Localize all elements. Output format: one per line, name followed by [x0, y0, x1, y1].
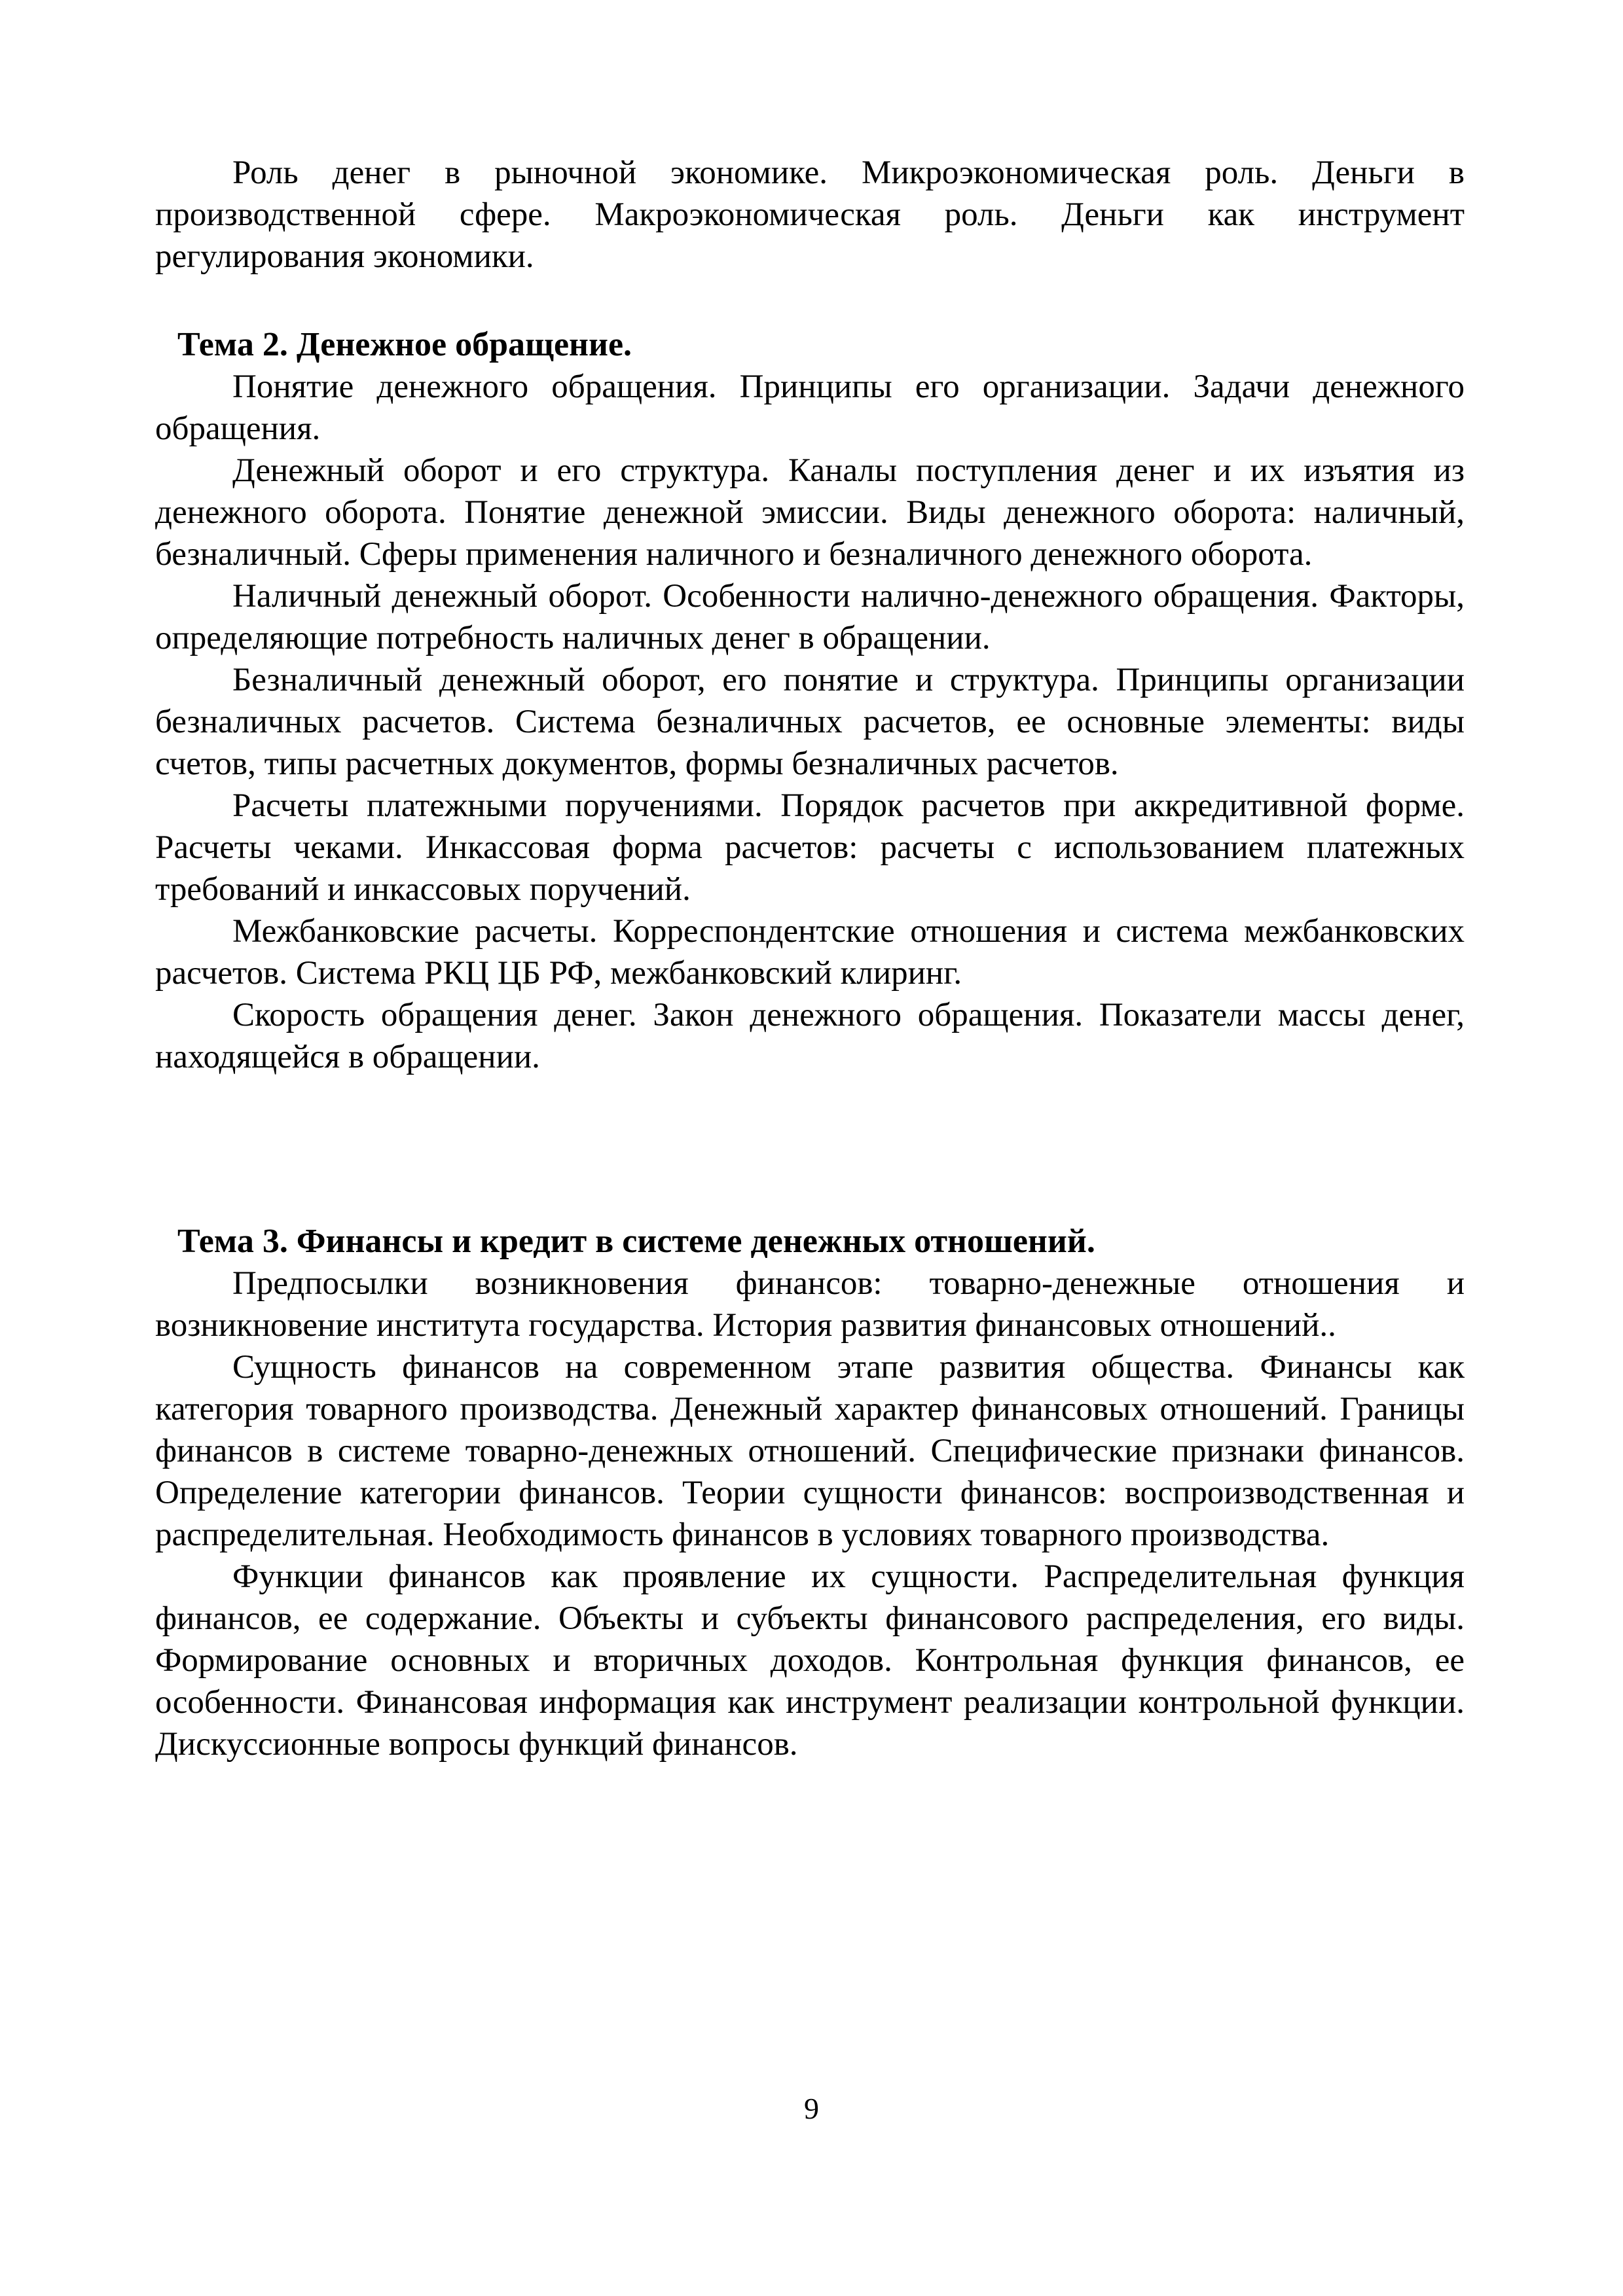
- topic-3-paragraph: Предпосылки возникновения финансов: товарно-денежные отношения и возникновение института государства. История развития финансовых отношений..: [155, 1265, 1465, 1344]
- topic-2-paragraph: Безналичный денежный оборот, его понятие и структура. Принципы организации безналичных расчетов. Система безналичных расчетов, ее основные элементы: виды счетов, типы расчетных документов, формы безналичных расчетов.: [155, 662, 1465, 782]
- section-spacer: [155, 278, 1465, 324]
- topic-3-paragraph: Функции финансов как проявление их сущности. Распределительная функция финансов, ее содержание. Объекты и субъекты финансового распределения, его виды. Формирование основных и вторичных доходов. Контрольная функция финансов, ее особенности. Финансовая информация как инструмент реализации контрольной функции. Дискуссионные вопросы функций финансов.: [155, 1558, 1465, 1763]
- topic-2-heading: Тема 2. Денежное обращение.: [177, 326, 632, 363]
- topic-2-paragraph: Понятие денежного обращения. Принципы его организации. Задачи денежного обращения.: [155, 368, 1465, 447]
- topic-3-heading: Тема 3. Финансы и кредит в системе денежных отношений.: [177, 1223, 1095, 1260]
- topic-2-paragraph: Скорость обращения денег. Закон денежного обращения. Показатели массы денег, находящейся в обращении.: [155, 997, 1465, 1075]
- page-body: [155, 152, 1465, 1765]
- page-number: 9: [804, 2092, 819, 2125]
- section-spacer: [155, 1078, 1465, 1221]
- topic-2-paragraph: Расчеты платежными поручениями. Порядок расчетов при аккредитивной форме. Расчеты чеками. Инкассовая форма расчетов: расчеты с использованием платежных требований и инкассовых поручений.: [155, 787, 1465, 908]
- topic-3-paragraph: Сущность финансов на современном этапе развития общества. Финансы как категория товарного производства. Денежный характер финансовых отношений. Границы финансов в системе товарно-денежных отношений. Специфические признаки финансов. Определение категории финансов. Теории сущности финансов: воспроизводственная и распределительная. Необходимость финансов в условиях товарного производства.: [155, 1349, 1465, 1553]
- topic-2-paragraph: Наличный денежный оборот. Особенности налично-денежного обращения. Факторы, определяющие потребность наличных денег в обращении.: [155, 578, 1465, 656]
- topic-2-paragraph: Денежный оборот и его структура. Каналы поступления денег и их изъятия из денежного оборота. Понятие денежной эмиссии. Виды денежного оборота: наличный, безналичный. Сферы применения наличного и безналичного денежного оборота.: [155, 452, 1465, 573]
- intro-paragraph: Роль денег в рыночной экономике. Микроэкономическая роль. Деньги в производственной сфере. Макроэкономическая роль. Деньги как инструмент регулирования экономики.: [155, 154, 1465, 275]
- topic-2-paragraph: Межбанковские расчеты. Корреспондентские отношения и система межбанковских расчетов. Система РКЦ ЦБ РФ, межбанковский клиринг.: [155, 913, 1465, 992]
